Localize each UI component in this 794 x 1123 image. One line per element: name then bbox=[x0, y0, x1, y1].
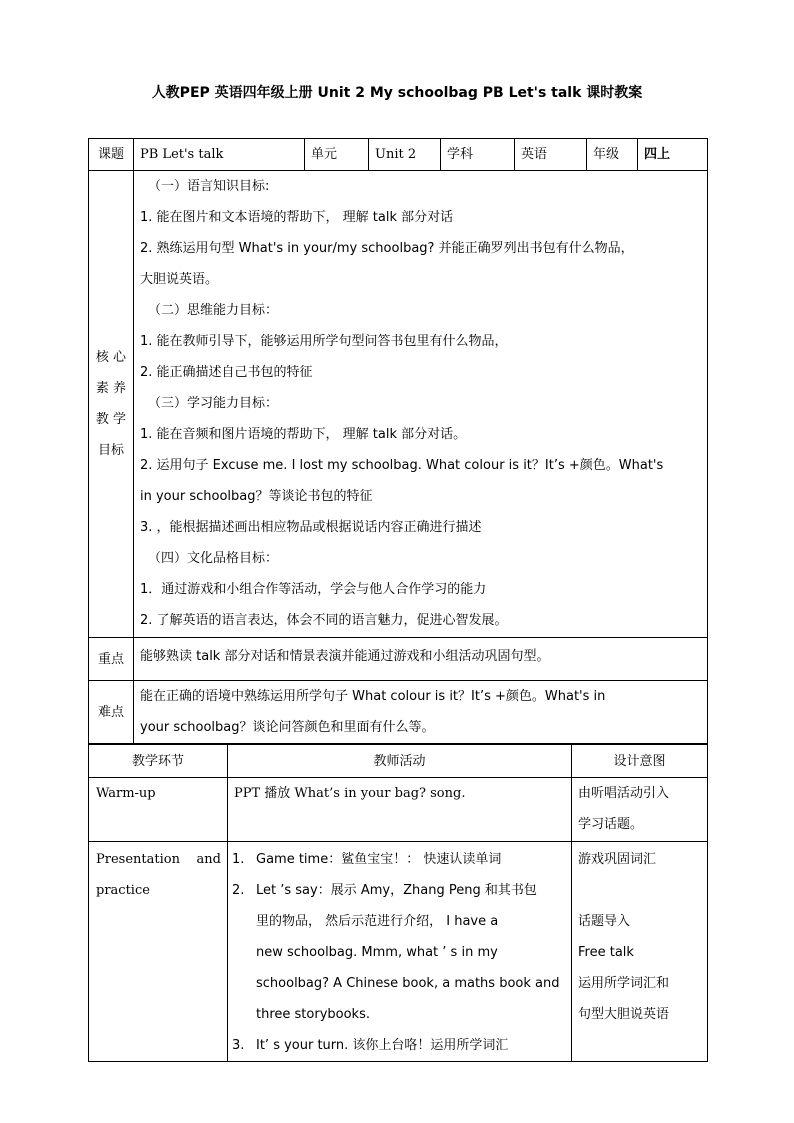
header-teacher-activity: 教师活动 bbox=[228, 745, 572, 778]
objective-heading-1: （一）语言知识目标: bbox=[148, 179, 270, 194]
teaching-process-table bbox=[88, 744, 708, 1062]
objective-line: 1. 能在音频和图片语境的帮助下， 理解 talk 部分对话。 bbox=[140, 427, 467, 442]
objective-line: 1. 能在图片和文本语境的帮助下， 理解 talk 部分对话 bbox=[140, 210, 454, 225]
activity-number: 2. bbox=[232, 883, 245, 898]
intent-line: Free talk bbox=[578, 945, 634, 960]
objective-line: 2. 运用句子 Excuse me. I lost my schoolbag. What colour is it？It’s +颜色。What's bbox=[140, 458, 664, 473]
presentation-stage-line bbox=[89, 844, 227, 875]
topic-label: 课题 bbox=[89, 139, 134, 171]
warmup-intent-line: 学习话题。 bbox=[578, 817, 644, 832]
and-word: and bbox=[196, 852, 221, 867]
difficulty-content bbox=[134, 681, 708, 744]
activity-line: Game time：鲨鱼宝宝！： 快速认读单词 bbox=[256, 852, 502, 867]
warmup-intent bbox=[572, 778, 708, 842]
objectives-content bbox=[134, 171, 708, 638]
unit-label: 单元 bbox=[305, 139, 369, 171]
grade-value: 四上 bbox=[638, 139, 708, 171]
activity-line: 里的物品， 然后示范进行介绍， I have a bbox=[256, 914, 499, 929]
header-design-intent: 设计意图 bbox=[572, 745, 708, 778]
objectives-label-line: 核 心 bbox=[95, 350, 127, 365]
difficulty-line: 能在正确的语境中熟练运用所学句子 What colour is it？It’s +颜色。What's in bbox=[140, 689, 606, 704]
key-point-label: 重点 bbox=[89, 638, 134, 681]
lesson-info-table bbox=[88, 138, 708, 744]
objective-line: 2. 能正确描述自己书包的特征 bbox=[140, 365, 313, 380]
activity-item bbox=[228, 875, 571, 1030]
difficulty-label: 难点 bbox=[89, 681, 134, 744]
objective-line: 3. ，能根据描述画出相应物品或根据说话内容正确进行描述 bbox=[140, 520, 482, 535]
unit-value: Unit 2 bbox=[369, 139, 441, 171]
subject-label: 学科 bbox=[441, 139, 515, 171]
objective-heading-2: （二）思维能力目标： bbox=[148, 303, 279, 318]
objective-line: 2. 了解英语的语言表达，体会不同的语言魅力，促进心智发展。 bbox=[140, 613, 508, 628]
activity-number: 1. bbox=[232, 852, 245, 867]
presentation-word: Presentation bbox=[96, 852, 180, 867]
activity-line: It’ s your turn. 该你上台咯！运用所学词汇 bbox=[256, 1038, 509, 1053]
objectives-label-line: 目标 bbox=[97, 443, 124, 458]
difficulty-line: your schoolbag？谈论问答颜色和里面有什么等。 bbox=[140, 720, 435, 735]
activity-item bbox=[228, 1030, 571, 1061]
activity-list bbox=[228, 844, 571, 1061]
presentation-activities bbox=[228, 842, 572, 1062]
activity-number: 3. bbox=[232, 1038, 245, 1053]
warmup-activity: PPT 播放 What’s in your bag? song. bbox=[228, 778, 572, 842]
presentation-stage bbox=[89, 842, 228, 1062]
activity-line: new schoolbag. Mmm, what ’ s in my bbox=[256, 945, 498, 960]
objective-line: 2. 熟练运用句型 What's in your/my schoolbag? 并能正确罗列出书包有什么物品， bbox=[140, 241, 634, 256]
activity-line: schoolbag? A Chinese book, a maths book and bbox=[256, 976, 560, 991]
objective-heading-3: （三）学习能力目标： bbox=[148, 396, 279, 411]
header-stage: 教学环节 bbox=[89, 745, 228, 778]
document-title: 人教PEP 英语四年级上册 Unit 2 My schoolbag PB Let's talk 课时教案 bbox=[151, 85, 643, 101]
warmup-intent-line: 由听唱活动引入 bbox=[578, 786, 670, 801]
intent-line: 运用所学词汇和 bbox=[578, 976, 670, 991]
practice-word: practice bbox=[96, 883, 150, 898]
objective-line: 1. 能在教师引导下，能够运用所学句型问答书包里有什么物品， bbox=[140, 334, 508, 349]
intent-line: 游戏巩固词汇 bbox=[578, 852, 657, 867]
subject-value: 英语 bbox=[515, 139, 587, 171]
objective-line: 1．通过游戏和小组合作等活动，学会与他人合作学习的能力 bbox=[140, 582, 487, 597]
activity-line: three storybooks. bbox=[256, 1007, 370, 1022]
objective-line: 大胆说英语。 bbox=[140, 272, 219, 287]
intent-line bbox=[572, 875, 707, 906]
objective-line: in your schoolbag？等谈论书包的特征 bbox=[140, 489, 373, 504]
key-point-text: 能够熟读 talk 部分对话和情景表演并能通过游戏和小组活动巩固句型。 bbox=[134, 638, 708, 681]
objectives-label bbox=[89, 171, 134, 638]
objective-heading-4: （四）文化品格目标： bbox=[148, 551, 279, 566]
warmup-stage: Warm-up bbox=[89, 778, 228, 842]
activity-line: Let ’s say：展示 Amy，Zhang Peng 和其书包 bbox=[256, 883, 537, 898]
objectives-label-line: 素 养 bbox=[95, 381, 127, 396]
presentation-intent bbox=[572, 842, 708, 1062]
objectives-label-line: 教 学 bbox=[95, 412, 127, 427]
intent-line: 话题导入 bbox=[578, 914, 631, 929]
topic-value: PB Let's talk bbox=[134, 139, 305, 171]
intent-line: 句型大胆说英语 bbox=[578, 1007, 670, 1022]
activity-item bbox=[228, 844, 571, 875]
grade-label: 年级 bbox=[587, 139, 638, 171]
